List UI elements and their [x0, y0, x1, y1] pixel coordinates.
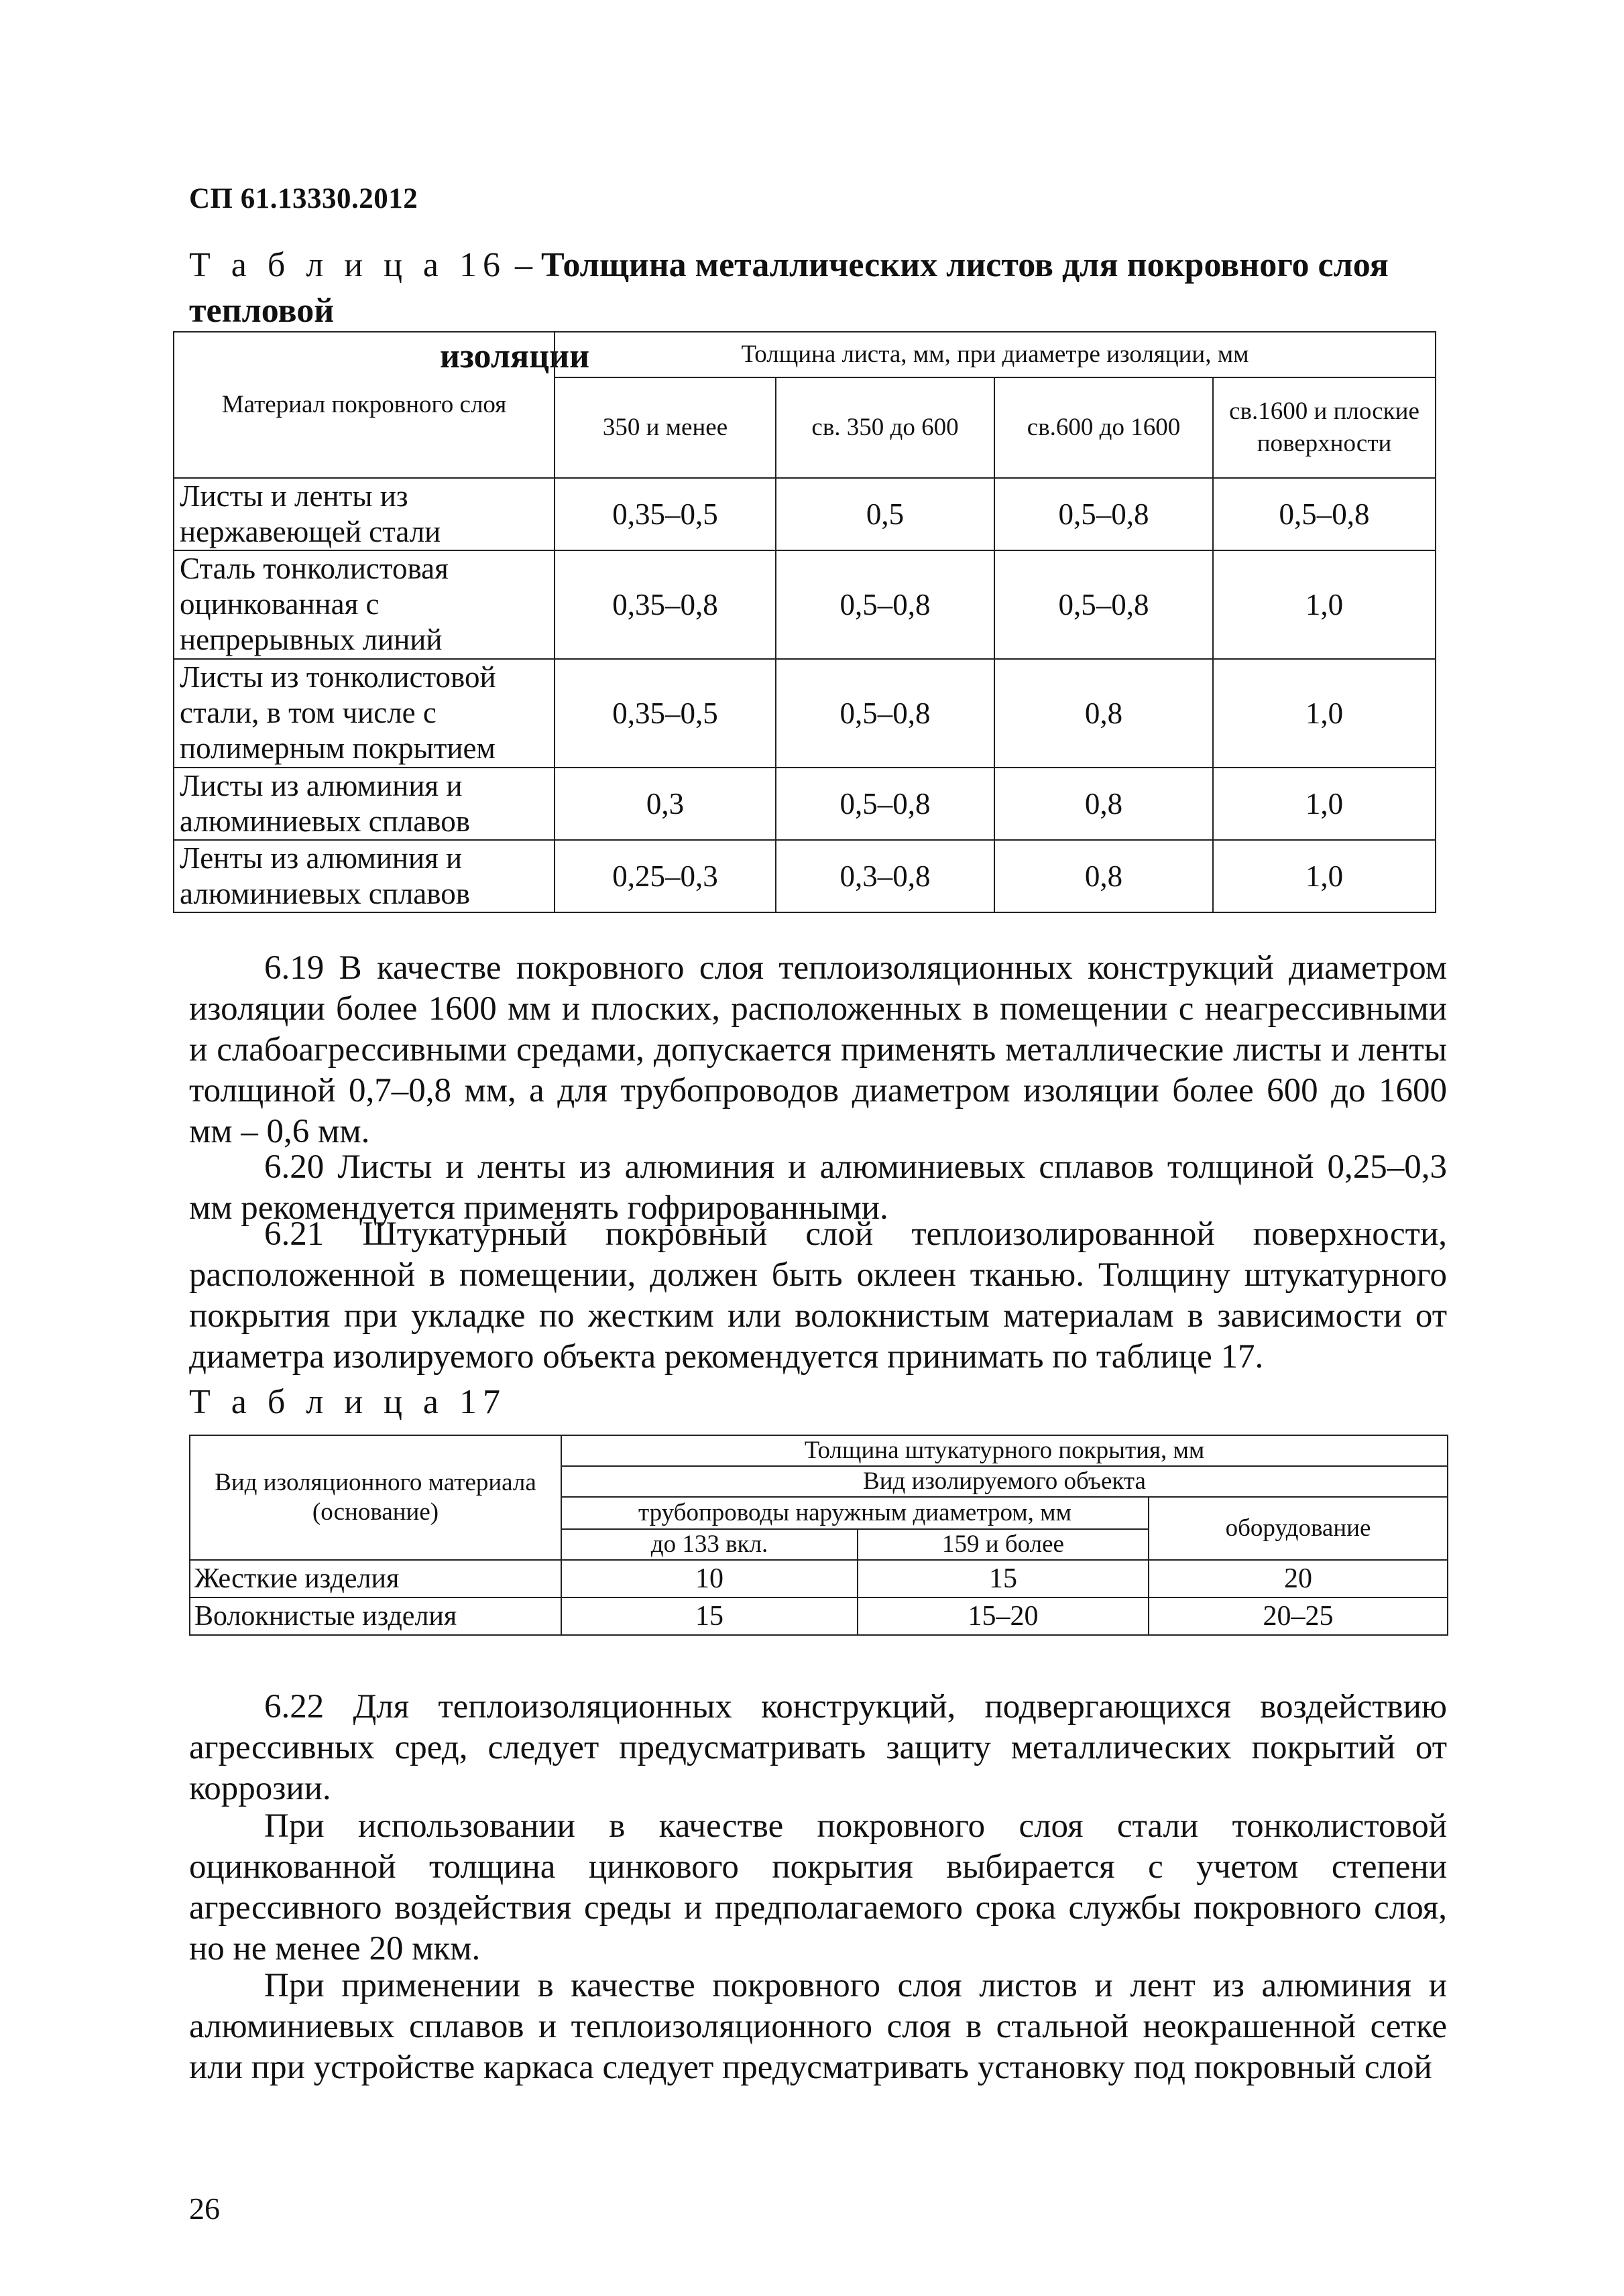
col-header-pipes: трубопроводы наружным диаметром, мм	[561, 1497, 1149, 1529]
value-cell: 0,35–0,5	[555, 659, 776, 768]
paragraph-text: 6.19 В качестве покровного слоя теплоизоляционных конструкций диаметром изоляции более 1600 мм и плоских, расположенных в помещении с неагрессивными и слабоагрессивными средами, допускается применять металлические листы и ленты толщиной 0,7–0,8 мм, а для трубопроводов диаметром изоляции более 600 до 1600 мм – 0,6 мм.	[189, 949, 1447, 1150]
value-cell: 15	[561, 1597, 858, 1635]
value-cell: 0,35–0,8	[555, 550, 776, 659]
material-cell: Жесткие изделия	[190, 1560, 561, 1597]
col-header-d2: св. 350 до 600	[776, 377, 994, 478]
material-cell: Листы и ленты из нержавеющей стали	[174, 478, 555, 550]
table-17-caption: Т а б л и ц а 17	[189, 1383, 506, 1421]
table-row	[190, 1560, 1448, 1597]
table-row	[174, 550, 1436, 659]
table-16-title-cont: изоляции	[440, 337, 590, 375]
material-cell: Ленты из алюминия и алюминиевых сплавов	[174, 840, 555, 912]
value-cell: 1,0	[1213, 550, 1436, 659]
material-cell: Сталь тонколистовая оцинкованная с непрерывных линий	[174, 550, 555, 659]
paragraph-6-21	[189, 1214, 1447, 1378]
value-cell: 0,5–0,8	[1213, 478, 1436, 550]
table-row	[190, 1597, 1448, 1635]
col-header-d1: до 133 вкл.	[561, 1529, 858, 1560]
value-cell: 1,0	[1213, 659, 1436, 768]
table-16-label: Т а б л и ц а 16	[189, 246, 506, 284]
table-16	[173, 331, 1436, 913]
col-header-d1: 350 и менее	[555, 377, 776, 478]
table-row	[174, 840, 1436, 912]
value-cell: 1,0	[1213, 768, 1436, 840]
paragraph-6-22	[189, 1687, 1447, 1809]
value-cell: 0,5–0,8	[994, 478, 1213, 550]
table-17	[189, 1435, 1448, 1636]
table-row	[174, 478, 1436, 550]
value-cell: 1,0	[1213, 840, 1436, 912]
value-cell: 0,25–0,3	[555, 840, 776, 912]
value-cell: 0,3–0,8	[776, 840, 994, 912]
paragraph-text: 6.21 Штукатурный покровный слой теплоизолированной поверхности, расположенной в помещении, должен быть оклеен тканью. Толщину штукатурного покрытия при укладке по жестким или волокнистым материалам в зависимости от диаметра изолируемого объекта рекомендуется принимать по таблице 17.	[189, 1215, 1447, 1376]
value-cell: 15–20	[858, 1597, 1149, 1635]
document-code: СП 61.13330.2012	[189, 183, 418, 215]
table-row	[174, 768, 1436, 840]
col-header-object: Вид изолируемого объекта	[561, 1466, 1448, 1497]
col-header-thickness: Толщина листа, мм, при диаметре изоляции, мм	[555, 332, 1436, 377]
value-cell: 0,5–0,8	[776, 659, 994, 768]
material-cell: Листы из алюминия и алюминиевых сплавов	[174, 768, 555, 840]
caption-separator: –	[506, 246, 541, 284]
material-cell: Листы из тонколистовой стали, в том числе с полимерным покрытием	[174, 659, 555, 768]
value-cell: 0,5	[776, 478, 994, 550]
value-cell: 0,5–0,8	[776, 550, 994, 659]
table-row	[174, 659, 1436, 768]
value-cell: 20–25	[1149, 1597, 1448, 1635]
paragraph-text: 6.20 Листы и ленты из алюминия и алюминиевых сплавов толщиной 0,25–0,3 мм рекомендуется применять гофрированными.	[189, 1148, 1447, 1227]
col-header-material: Материал покровного слоя	[174, 332, 555, 478]
value-cell: 10	[561, 1560, 858, 1597]
col-header-thickness: Толщина штукатурного покрытия, мм	[561, 1435, 1448, 1466]
page-number: 26	[189, 2191, 220, 2226]
paragraph-zinc	[189, 1806, 1447, 1970]
value-cell: 0,5–0,8	[994, 550, 1213, 659]
col-header-equipment: оборудование	[1149, 1497, 1448, 1560]
paragraph-text: При применении в качестве покровного слоя листов и лент из алюминия и алюминиевых сплавов и теплоизоляционного слоя в стальной неокрашенной сетке или при устройстве каркаса следует предусматривать установку под покровный слой	[189, 1967, 1447, 2086]
value-cell: 20	[1149, 1560, 1448, 1597]
material-cell: Волокнистые изделия	[190, 1597, 561, 1635]
col-header-d3: св.600 до 1600	[994, 377, 1213, 478]
col-header-d4: св.1600 и плоские поверхности	[1213, 377, 1436, 478]
value-cell: 15	[858, 1560, 1149, 1597]
paragraph-text: 6.22 Для теплоизоляционных конструкций, подвергающихся воздействию агрессивных сред, следует предусматривать защиту металлических покрытий от коррозии.	[189, 1688, 1447, 1807]
paragraph-6-19	[189, 948, 1447, 1152]
col-header-d2: 159 и более	[858, 1529, 1149, 1560]
paragraph-aluminium	[189, 1966, 1447, 2088]
paragraph-text: При использовании в качестве покровного слоя стали тонколистовой оцинкованной толщина цинкового покрытия выбирается с учетом степени агрессивного воздействия среды и предполагаемого срока службы покровного слоя, но не менее 20 мкм.	[189, 1807, 1447, 1968]
value-cell: 0,5–0,8	[776, 768, 994, 840]
value-cell: 0,35–0,5	[555, 478, 776, 550]
value-cell: 0,8	[994, 840, 1213, 912]
value-cell: 0,3	[555, 768, 776, 840]
value-cell: 0,8	[994, 659, 1213, 768]
table-16-title: Толщина металлических листов для покровного слоя тепловой	[189, 246, 1389, 330]
value-cell: 0,8	[994, 768, 1213, 840]
col-header-material: Вид изоляционного материала (основание)	[190, 1435, 561, 1560]
